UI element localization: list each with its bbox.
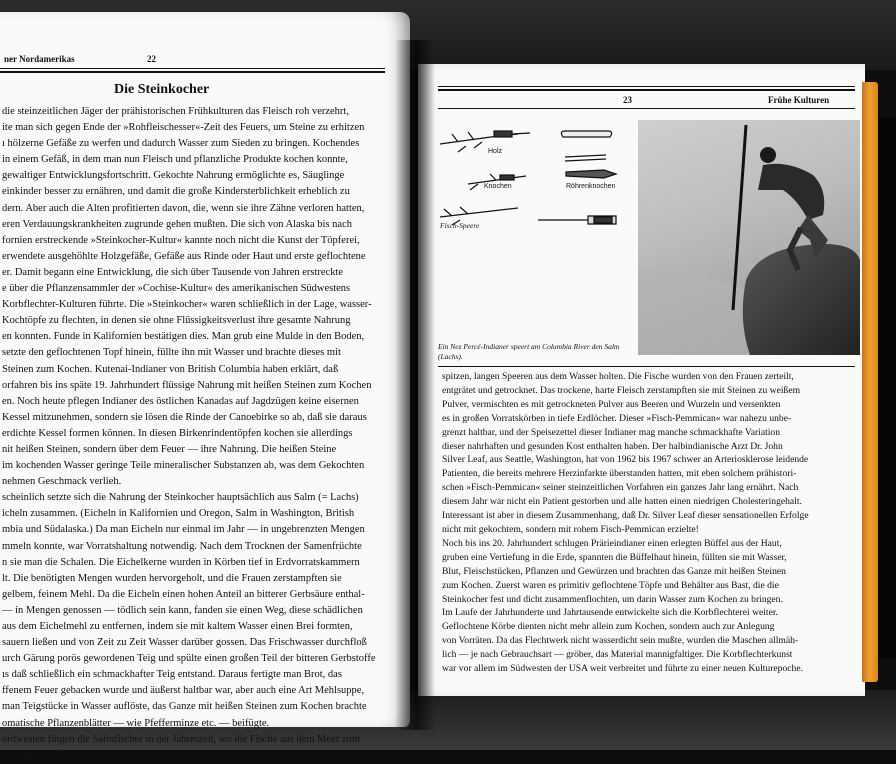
text-line: scheinlich setzte sich die Nahrung der Steinkocher hauptsächlich aus Salm (= Lachs) [2,492,359,504]
text-line: lich — je nach Gebrauchsart — gröber, das Material mannigfaltiger. Die Korbflechterkunst [442,649,793,661]
fisherman-photo [638,120,860,355]
right-page-number: 23 [623,95,632,105]
right-running-head: Frühe Kulturen [768,95,830,105]
left-page-number: 22 [147,54,156,64]
text-line: Blut, Fleischstücken, Pflanzen und Gewürzen und brachten das Ganze mit heißen Steinen [442,565,786,577]
text-line: dieser nahrhaften und gesunden Kost enthalten haben. Der halbindianische Arzt Dr. John [442,440,783,452]
wood-spear-binding [494,131,512,137]
text-line: diesem Jahr war nicht ein Patient gestorben und alle hatten einen niedrigen Cholesteringehalt. [442,496,802,508]
text-line: ffenem Feuer gebacken wurde und äußerst haltbar war, aber auch eine Art Mehlsuppe, [2,685,365,697]
figure-caption-fish-spears: Fisch-Speere [440,221,480,230]
text-line: urch Gärung porös gewordenen Teig und spülte einen großen Teil der bitteren Gerbstoffe [2,653,376,665]
text-line: mbia und Südalaska.) Da man Eicheln nur einmal im Jahr — in ungebrenzten Mengen [2,524,365,536]
text-line: nit heißen Steinen, sondern über dem Feuer — ihre Nahrung. Die heißen Steine [2,443,337,455]
text-line: grenzt haltbar, und der Speisezettel dieser Indianer mag manche schmackhafte Variation [442,426,781,438]
label-bone: Knochen [484,183,512,190]
label-wood: Holz [488,148,503,155]
left-header-rule [0,68,385,69]
text-line: n sie man die Schalen. Die Eichelkerne wurden in Körben tief in Erdvorratskammern [2,556,360,568]
right-header-underline [438,108,855,109]
left-body-text [2,104,392,764]
text-line: sauern ließen und von Zeit zu Zeit Wasser darüber gossen. Das Frischwasser durchfloß [2,637,367,649]
text-line: nicht mit gekochtem, sondern mit rohem Fisch-Pemmican erzielte! [442,523,699,535]
text-line: Korbflechter-Kulturen führte. Die »Steinkocher« waren schließlich in der Lage, wasser- [2,299,372,311]
text-line: die steinzeitlichen Jäger der prähistorischen Frühkulturen das Fleisch roh verzehrt, [2,106,349,117]
right-header-rule-thick [438,89,855,91]
fisherman-photo-drawing [638,120,860,355]
text-line: in einem Gefäß, in dem man nun Fleisch und pflanzliche Produkte kochen konnte, [2,154,348,166]
text-line: ıs daß schließlich ein schmackhafter Teig entstand. Daraus fertigte man Brot, das [2,669,342,681]
right-body-text [442,370,852,676]
text-line: Noch bis ins 20. Jahrhundert schlugen Prärieindianer einen erlegten Büffel aus der Haut, [442,537,782,549]
text-line: es in großen Vorratskörben in tiefe Erdlöcher. Dieser »Fisch-Pemmican« war nahezu unbe- [442,412,792,424]
text-line: nehmen Geschmack verlieh. [2,476,122,488]
text-line: Geflochtene Körbe dienten nicht mehr allein zum Kochen, sondern auch zur Anlegung [442,621,775,633]
bone-spear-tip-icon [566,170,616,178]
text-line: dern. Aber auch die Alten profitierten davon, die, wenn sie ihre Zähne verloren hatten, [2,202,365,214]
text-line: Silver Leaf, aus Seattle, Washington, hat von 1962 bis 1967 schwer an Arteriosklerose leidende [442,454,809,466]
text-line: ı hölzerne Gefäße zu werfen und dadurch Wasser zum Sieden zu bringen. Kochendes [2,138,360,150]
text-line: lt. Die benötigten Mengen wurden hervorgeholt, und die Frauen zerstampften sie [2,572,342,584]
text-line: schen »Fisch-Pemmican« seiner steinzeitlichen Vorfahren ein ganzes Jahr lang ernährt. Nach [442,482,799,494]
book-edge-dark [878,118,896,658]
bone-2-icon [565,155,606,161]
text-line: e über die Pflanzensammler der »Cochise-Kultur« des amerikanischen Südwestens [2,283,351,295]
text-line: gewaltiger Entwicklungsfortschritt. Gekochte Nahrung ermöglichte es, Säuglinge [2,170,345,182]
text-line: ordwesten fingen die Salmfischer in der Jahreszeit, wo die Fische aus dem Meer zum [2,733,361,745]
text-line: Pulver, vermischten es mit getrockneten Pulver aus Beeren und Wurzeln und versenkten [442,398,781,410]
text-line: n die Flüsse hinaufwanderten, diese in großen Mengen, indem sie einfach mit [2,749,328,761]
text-line: en. Noch heute pflegen Indianer des östlichen Kanadas auf Jagdzügen keine eisernen [2,395,359,407]
text-line: erdichte Kessel formen können. In diesen Birkenrindentöpfen kochen sie allerdings [2,427,353,439]
text-line: — in Mengen genossen — tödlich sein kann, fanden sie einen Weg, diese schädlichen [2,604,363,616]
text-line: Steinen zum Kochen. Kutenai-Indianer von British Columbia haben erklärt, daß [2,363,339,375]
text-line: Kessel mitzunehmen, sondern sie lösen die Rinde der Canoebirke so ab, daß sie daraus [2,411,367,423]
text-line: Im Laufe der Jahrhunderte und Jahrtausende entwickelte sich die Korbflechterei weiter. [442,607,778,619]
text-line: icheln zusammen. (Eicheln in Kalifornien und Oregon, Salm in Washington, British [2,508,355,520]
fisherman-torso [758,164,824,220]
text-line: gruben eine Vertiefung in die Erde, spannten die Büffelhaut hinein, füllten sie mit Wasser, [442,551,787,563]
text-line: er. Damit begann eine Entwicklung, die sich über Tausende von Jahren erstreckte [2,266,344,278]
book-edge-orange [862,82,878,682]
bone-1-icon [561,131,611,137]
fish-spear-illustration [438,122,633,282]
right-divider-rule [438,366,855,367]
label-tube-bone: Röhrenknochen [566,183,616,190]
book-spine-shadow [395,40,435,730]
text-line: gelbem, feinem Mehl. Da die Eicheln einen hohen Anteil an bitterer Gerbsäure enthal- [2,588,365,600]
text-line: mmeln konnte, war Vorratshaltung notwendig. Nach dem Trocknen der Samenfrüchte [2,540,362,552]
text-line: omatische Pflanzenblätter — wie Pfefferminze etc. — beifügte. [2,717,270,729]
photo-caption: Ein Nez Percé-Indianer speert am Columbia River den Salm (Lachs). [438,342,620,361]
text-line: setzte den geflochtenen Topf hinein, füllte ihn mit Wasser und brachte dieses mit [2,347,341,359]
left-header-rule-thick [0,71,385,73]
text-line: im kochenden Wasser geringe Teile mineralischer Substanzen ab, was dem Gekochten [2,460,365,472]
text-line: aus dem Eichelmehl zu entfernen, indem sie mit kaltem Wasser einen Brei formten, [2,621,353,632]
text-line: entgrätet und getrocknet. Das trockene, harte Fleisch zerstampften sie mit Steinen zu weißem [442,384,801,396]
section-title: Die Steinkocher [114,82,210,97]
text-line: erwendete ausgehöhlte Holzgefäße, Gefäße aus Rinde oder Haut und erste geflochtene [2,250,366,262]
spear-pole [733,125,746,310]
fisherman-head [760,147,776,163]
text-line: en konnten. Funde in Kalifornien bestätigen dies. Man grub eine Mulde in den Boden, [2,331,365,343]
text-line: war vor allem im Südwesten der USA weit verbreitet und führte zu einer neuen Kulturepoche. [442,663,803,675]
text-line: Interessant ist aber in diesem Zusammenhang, daß Dr. Silver Leaf dieser sensationellen Erfolge [442,510,809,522]
rock-shape [743,244,860,355]
text-line: Steinkocher fest und dicht zusammenflochten, um darin Wasser zum Kochen zu bringen. [442,593,783,605]
text-line: ite man sich gegen Ende der »Rohfleischesser«-Zeit des Feuers, um Steine zu erhitzen [2,122,365,134]
text-line: orfahren bis ins späte 19. Jahrhundert flüssige Nahrung mit heißen Steinen zum Kochen [2,379,372,391]
text-line: spitzen, langen Speeren aus dem Wasser holten. Die Fische wurden von den Frauen zerteilt, [442,371,794,382]
left-running-head: ner Nordamerikas [4,54,75,64]
text-line: eren Verdauungskrankheiten zugrunde gehen mußten. Die sich von Alaska bis nach [2,218,352,230]
text-line: Kochtöpfe zu flechten, in denen sie ohne Flüssigkeitsverlust ihre gesamte Nahrung [2,315,351,327]
text-line: zum Kochen. Zuerst waren es primitiv geflochtene Töpfe und Behälter aus Bast, die die [442,579,779,591]
text-line: von Vorräten. Da das Flechtwerk nicht wasserdicht sein mußte, wurden die Maschen allmäh- [442,635,799,647]
text-line: fornien erstreckende »Steinkocher-Kultur« kannte noch nicht die Kunst der Töpferei, [2,234,360,246]
text-line: man Teigstücke in Wasser auflöste, das Ganze mit heißen Steinen zum Kochen brachte [2,701,367,713]
right-header-rule [438,86,855,87]
text-line: einkinder besser zu ernähren, und damit die große Kindersterblichkeit erheblich zu [2,186,350,198]
left-page [0,12,410,761]
text-line: Patienten, die bereits mehrere Herzinfarkte überstanden hatten, mit eben solchem prähistori- [442,468,797,480]
